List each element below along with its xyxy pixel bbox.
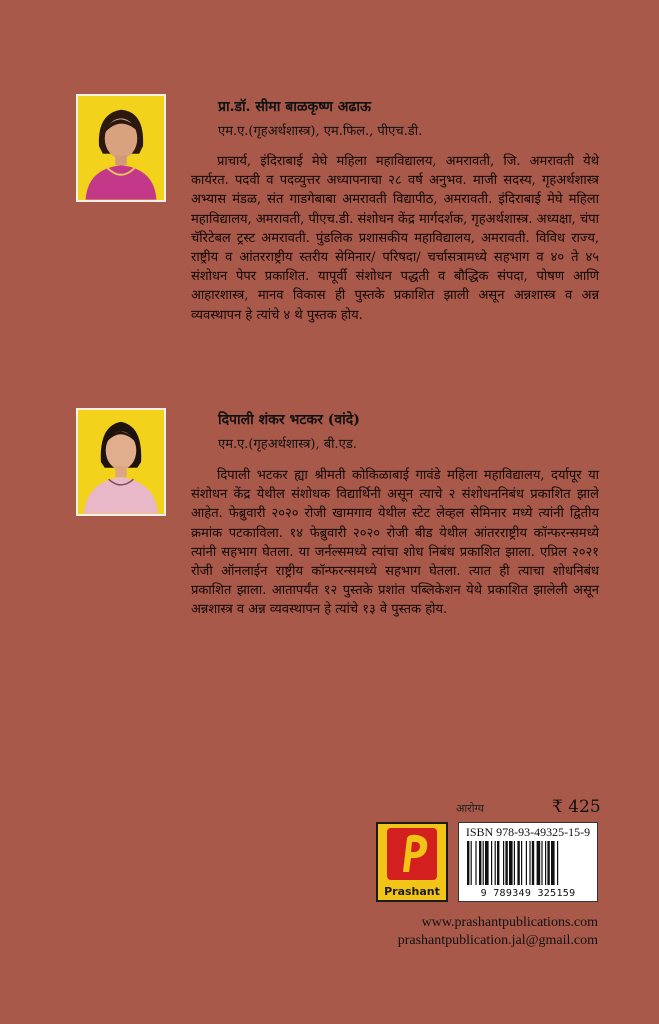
author1-name: प्रा.डॉ. सीमा बाळकृष्ण अढाऊ — [218, 99, 372, 115]
barcode-bars — [467, 841, 591, 885]
barcode-number: 9 789349 325159 — [480, 888, 576, 899]
publisher-logo — [376, 822, 448, 902]
publisher-logo-text: Prashant — [384, 885, 440, 898]
price-label: ₹ 425 — [552, 797, 601, 817]
isbn-barcode — [458, 822, 598, 902]
author2-portrait-icon — [78, 410, 164, 514]
isbn-label: ISBN 978-93-49325-15-9 — [465, 825, 591, 839]
author2-name: दिपाली शंकर भटकर (वांदे) — [218, 412, 360, 428]
publisher-email[interactable]: prashantpublication.jal@gmail.com — [397, 933, 598, 948]
barcode-icon — [467, 841, 591, 885]
publisher-logo-mark — [387, 828, 437, 880]
author2-qualification: एम.ए.(गृहअर्थशास्त्र), बी.एड. — [218, 437, 357, 452]
author1-bio-text: प्राचार्य, इंदिराबाई मेघे महिला महाविद्यालय, अमरावती, जि. अमरावती येथे कार्यरत. पदवी व पदव्युत्तर अध्यापनाचा २८ वर्ष अनुभव. माजी सदस्य, गृहअर्थशास्त्र अभ्यास मंडळ, संत गाडगेबाबा अमरावती विद्यापीठ, अमरावती. इंदिराबाई मेघे महिला महाविद्यालय, अमरावती, पीएच.डी. संशोधन केंद्र मार्गदर्शक, गृहअर्थशास्त्र. अध्यक्षा, चंपा चॅरिटेबल ट्रस्ट अमरावती. पुंडलिक प्रशासकीय महाविद्यालय, अमरावती. विविध राज्य, राष्ट्रीय व आंतरराष्ट्रीय स्तरीय सेमिनार/ परिषदा/ चर्चासत्रामध्ये सहभाग व ४० ते ४५ संशोधन पेपर प्रकाशित. यापूर्वी संशोधन पद्धती व बौद्धिक संपदा, पोषण आणि आहारशास्त्र, मानव विकास ही पुस्तके प्रकाशित झाली असून अन्नशास्त्र व अन्न व्यवस्थापन हे त्यांचे ४ थे पुस्तक होय. — [191, 154, 599, 323]
category-label: आरोग्य — [456, 802, 485, 815]
letter-p-icon — [387, 828, 437, 880]
publisher-website[interactable]: www.prashantpublications.com — [421, 915, 598, 930]
author1-bio — [191, 152, 599, 325]
author1-photo — [76, 94, 166, 202]
author2-bio — [191, 466, 599, 620]
author1-portrait-icon — [78, 96, 164, 200]
author1-qualification: एम.ए.(गृहअर्थशास्त्र), एम.फिल., पीएच.डी. — [218, 124, 423, 139]
author2-bio-text: दिपाली भटकर ह्या श्रीमती कोकिळाबाई गावंडे महिला महाविद्यालय, दर्यापूर या संशोधन केंद्र येथील संशोधक विद्यार्थिनी असून त्याचे २ संशोधननिबंध प्रकाशित झाले आहेत. फेब्रुवारी २०२० रोजी खामगाव येथील स्टेट लेव्हल सेमिनार मध्ये त्यांनी द्वितीय क्रमांक पटकाविला. १४ फेब्रुवारी २०२० रोजी बीड येथील आंतरराष्ट्रीय कॉन्फरन्समध्ये त्यांनी सहभाग घेतला. या जर्नल्समध्ये त्यांचा शोध निबंध प्रकाशित झाला. एप्रिल २०२१ रोजी ऑनलाईन राष्ट्रीय कॉन्फरन्समध्ये सहभाग घेतला. त्यात ही त्याचा शोधनिबंध प्रकाशित झाला. आतापर्यंत १२ पुस्तके प्रशांत पब्लिकेशन येथे प्रकाशित झालेली असून अन्नशास्त्र व अन्न व्यवस्थापन हे त्यांचे १३ वे पुस्तक होय. — [191, 468, 599, 618]
author2-photo — [76, 408, 166, 516]
